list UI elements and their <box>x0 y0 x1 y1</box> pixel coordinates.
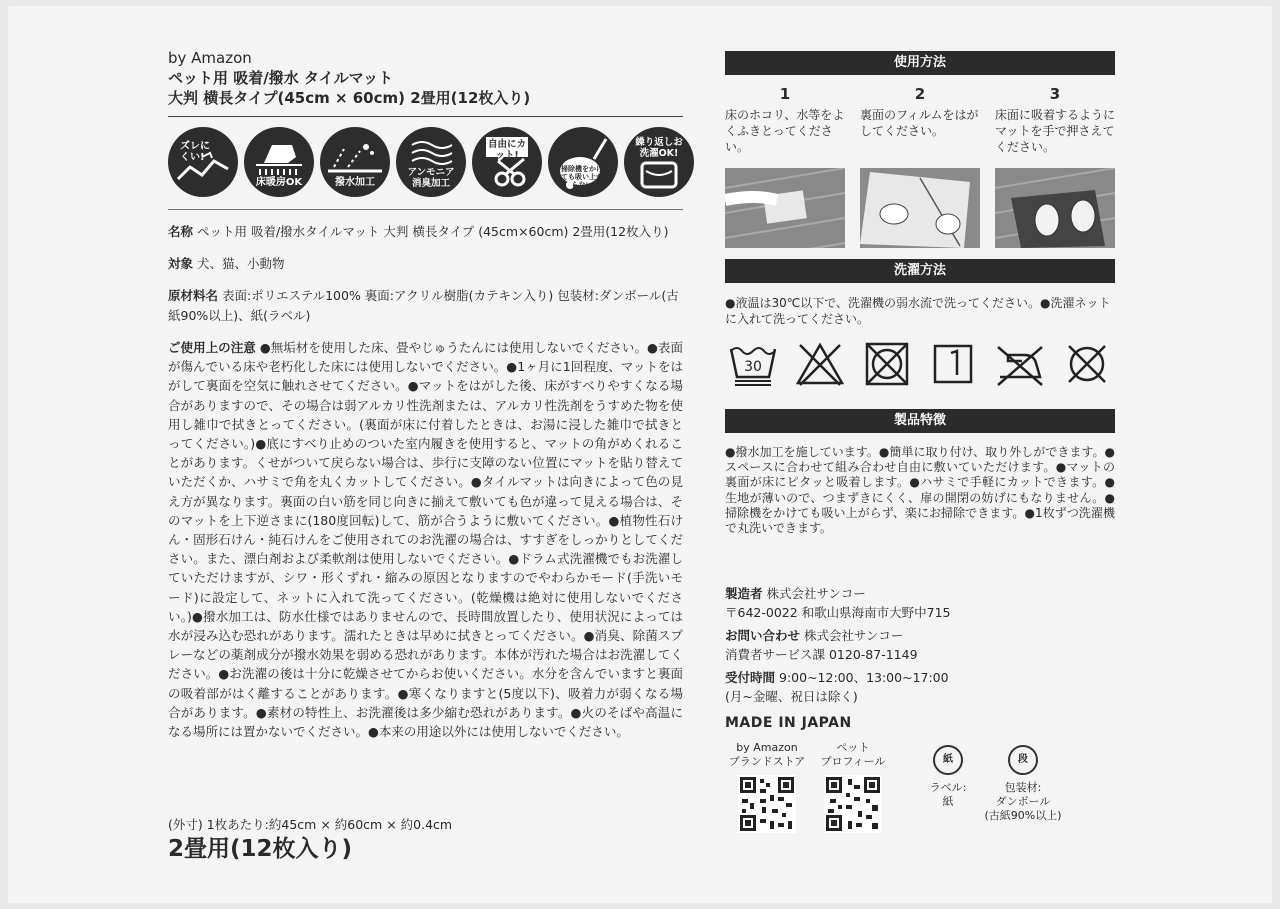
deodorant-icon: アンモニア消臭加工 <box>396 127 466 197</box>
title-divider <box>168 116 683 117</box>
floor-heating-icon: 床暖房OK <box>244 127 314 197</box>
wash-30-icon <box>727 341 779 387</box>
peel-film-illustration <box>860 168 980 248</box>
care-symbols <box>725 341 1115 393</box>
usage-step-1: 1 床のホコリ、水等をよくふきとってください。 <box>725 83 845 248</box>
qr-code-icon <box>738 775 796 833</box>
product-title-line1: ペット用 吸着/撥水 タイルマット <box>168 69 394 87</box>
wash-temp-label: 30 <box>744 359 762 375</box>
info-divider <box>168 209 683 210</box>
qr-code-icon <box>824 775 882 833</box>
brand: by Amazon <box>168 49 252 67</box>
label-paper-recycle: 紙 ラベル: 紙 <box>913 741 983 809</box>
vacuum-icon: 掃除機をかけても吸い上がらない <box>548 127 618 197</box>
size-block <box>168 816 683 864</box>
feature-icons <box>168 127 683 197</box>
features-heading: 製品特徴 <box>725 409 1115 433</box>
usage-notes: ご使用上の注意 ●無垢材を使用した床、畳やじゅうたんには使用しないでください。●表面が傷んでいる床や老朽化した床には使用しないでください。●1ヶ月に1回程度、マットをはがして裏面を空気に触れさせてください。●マットをはがした後、床がすべりやすくなる場合がありますので、その場合は弱アルカリ性洗剤または、アルカリ性洗剤をうすめた物を使用し雑巾で拭きとってください。(裏面が床に付着したときは、お湯に浸した雑巾で拭きとってください。)●底にすべり止めのついた室内履きを使用すると、マットの角がめくれることがあります。くせがついて戻らない場合は、歩行に支障のない位置にマットを貼り替えていただくか、ハサミで角を丸くカットしてください。●タイルマットは向きによって色の見え方が異なります。裏面の白い筋を同じ向きに揃えて敷いても色が違って見える場合は、そのマットを上下逆さまに(180度回転)して、筋が合うように敷いてください。●植物性石けん・固形石けん・純石けんをご使用されてのお洗濯の場合は、すすぎをしっかりとしてください。また、漂白剤および柔軟剤は使用しないでください。●ドラム式洗濯機でもお洗濯していただけますが、シワ・形くずれ・縮みの原因となりますのでやわらかモード(手洗いモード)に設定して、ネットに入れて洗ってください。(乾燥機は絶対に使用しないでください。)●撥水加工は、防水仕様ではありませんので、長時間放置したり、使用状況によっては水が浸み込む恐れがあります。濡れたときは早めに拭きとってください。●消臭、除菌スプレーなどの薬剤成分が撥水効果を弱める恐れがあります。本体が汚れた場合はお洗濯してください。●お洗濯の後は十分に乾燥させてからお使いください。水分を含んでいますと裏面の吸着部がはく離することがあります。●寒くなりますと(5度以下)、吸着力が弱くなる場合があります。●素材の特性上、お洗濯後は多少縮む恐れがあります。●火のそばや高温になる場所には置かないでください。●本来の用途以外には使用しないでください。 <box>168 340 683 740</box>
spec-material: 原材料名 表面:ポリエステル100% 裏面:アクリル樹脂(カテキン入り) 包装材:ダンボール(古紙90%以上)、紙(ラベル) <box>168 288 679 323</box>
washing-text: ●液温は30℃以下で、洗濯機の弱水流で洗ってください。●洗濯ネットに入れて洗ってください。 <box>725 296 1111 326</box>
qr-and-recycle <box>725 741 1115 837</box>
washable-icon: 繰り返しお洗濯OK! <box>624 127 694 197</box>
usage-step-3: 3 床面に吸着するようにマットを手で押さえてください。 <box>995 83 1115 248</box>
usage-step-2: 2 裏面のフィルムをはがしてください。 <box>860 83 980 248</box>
no-bleach-icon <box>794 341 846 387</box>
made-in-label: MADE IN JAPAN <box>725 715 852 732</box>
usage-heading: 使用方法 <box>725 51 1115 75</box>
no-iron-icon <box>994 341 1046 387</box>
product-title-line2: 大判 横長タイプ(45cm × 60cm) 2畳用(12枚入り) <box>168 89 531 107</box>
line-dry-icon <box>927 341 979 387</box>
qr-brand-store[interactable]: by Amazon ブランドストア <box>725 741 809 837</box>
press-mat-illustration <box>995 168 1115 248</box>
quantity-title: 2畳用(12枚入り) <box>168 836 353 862</box>
maker-line: 製造者 株式会社サンコー 〒642-0022 和歌山県海南市大野中715 <box>725 586 951 621</box>
spec-block <box>168 222 683 741</box>
dimension-line: (外寸) 1枚あたり:約45cm × 約60cm × 約0.4cm <box>168 817 453 832</box>
features-text: ●撥水加工を施しています。●簡単に取り付け、取り外しができます。●スペースに合わせて組み合わせ自由に敷いていただけます。●マットの裏面が床にピタッと吸着します。●ハサミで手軽にカットできます。●生地が薄いので、つまずきにくく、扉の開閉の妨げにもなりません。●掃除機をかけても吸い上がらず、楽にお掃除できます。●1枚ずつ洗濯機で丸洗いできます。 <box>725 445 1115 536</box>
no-dry-clean-icon <box>1061 341 1113 387</box>
wipe-floor-illustration <box>725 168 845 248</box>
hours-line: 受付時間 9:00~12:00、13:00~17:00 (月~金曜、祝日は除く) <box>725 670 949 705</box>
spec-name: 名称 ペット用 吸着/撥水タイルマット 大判 横長タイプ (45cm×60cm) 2畳用(12枚入り) <box>168 224 669 239</box>
no-tumble-dry-icon <box>861 341 913 387</box>
spec-target: 対象 犬、猫、小動物 <box>168 256 285 271</box>
washing-heading: 洗濯方法 <box>725 259 1115 283</box>
paper-recycle-icon: 紙 <box>933 745 963 775</box>
cardboard-recycle-icon: 段 <box>1008 745 1038 775</box>
right-column <box>725 51 1115 837</box>
maker-block <box>725 584 1115 733</box>
qr-pet-profile[interactable]: ペット プロフィール <box>811 741 895 837</box>
cuttable-icon: 自由にカット! <box>472 127 542 197</box>
contact-line: お問い合わせ 株式会社サンコー 消費者サービス課 0120-87-1149 <box>725 628 918 663</box>
water-repellent-icon: 撥水加工 <box>320 127 390 197</box>
usage-steps <box>725 83 1115 248</box>
left-column <box>168 48 683 741</box>
package-cardboard-recycle: 段 包装材: ダンボール (古紙90%以上) <box>983 741 1063 823</box>
no-slip-icon: ズレにくい! <box>168 127 238 197</box>
